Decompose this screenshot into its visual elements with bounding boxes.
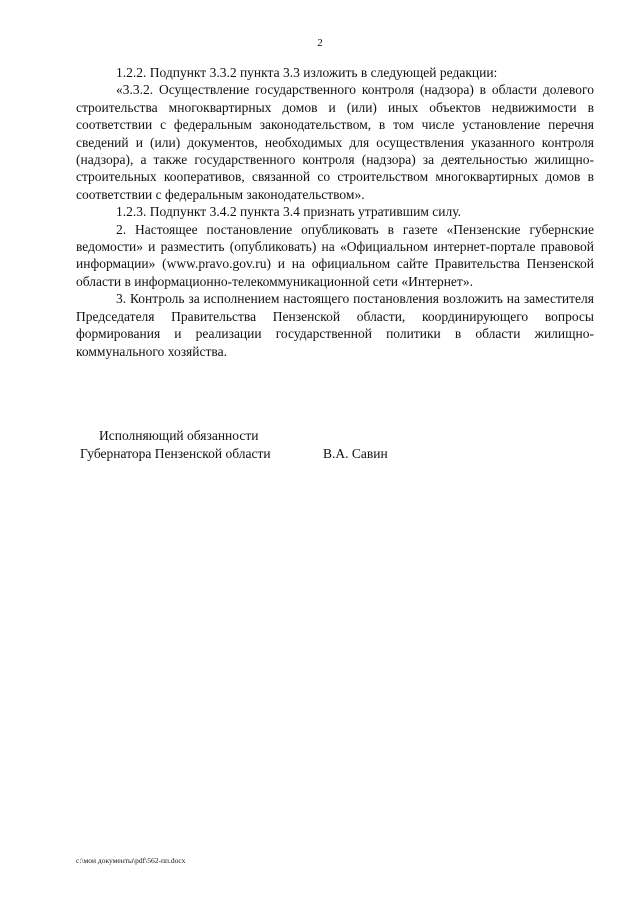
signature-title-line1: Исполняющий обязанности	[99, 428, 259, 443]
paragraph-3-control: 3. Контроль за исполнением настоящего постановления возложить на заместителя Председателя Правительства Пензенской области, координирующего вопросы формирования и реализации государственной политики в области жилищно-коммунального хозяйства.	[76, 291, 594, 359]
paragraph-1-2-2: 1.2.2. Подпункт 3.3.2 пункта 3.3 изложить в следующей редакции:	[116, 65, 498, 80]
paragraph-2-publication: 2. Настоящее постановление опубликовать в газете «Пензенские губернские ведомости» и разместить (опубликовать) на «Официальном интернет-портале правовой информации» (www.pravo.gov.ru) и на официальном сайте Правительства Пензенской области в информационно-телекоммуникационной сети «Интернет».	[76, 221, 594, 289]
paragraph-3-3-2-text: «3.3.2. Осуществление государственного контроля (надзора) в области долевого строительства многоквартирных домов и (или) иных объектов недвижимости в соответствии с федеральным законодательством, в том числе установление перечня сведений и (или) документов, необходимых для осуществления указанного контроля (надзора), а также государственного контроля (надзора) за деятельностью жилищно-строительных кооперативов, связанной со строительством многоквартирных домов в соответствии с федеральным законодательством».	[76, 82, 594, 202]
paragraph-1-2-3: 1.2.3. Подпункт 3.4.2 пункта 3.4 признать утратившим силу.	[116, 204, 462, 220]
page-number: 2	[317, 37, 323, 49]
file-path-footer: c:\мои документы\pdf\562-пп.docx	[76, 856, 186, 865]
document-body	[76, 64, 594, 360]
signature-name: В.А. Савин	[323, 446, 388, 461]
signature-title-line2: Губернатора Пензенской области	[80, 446, 271, 461]
